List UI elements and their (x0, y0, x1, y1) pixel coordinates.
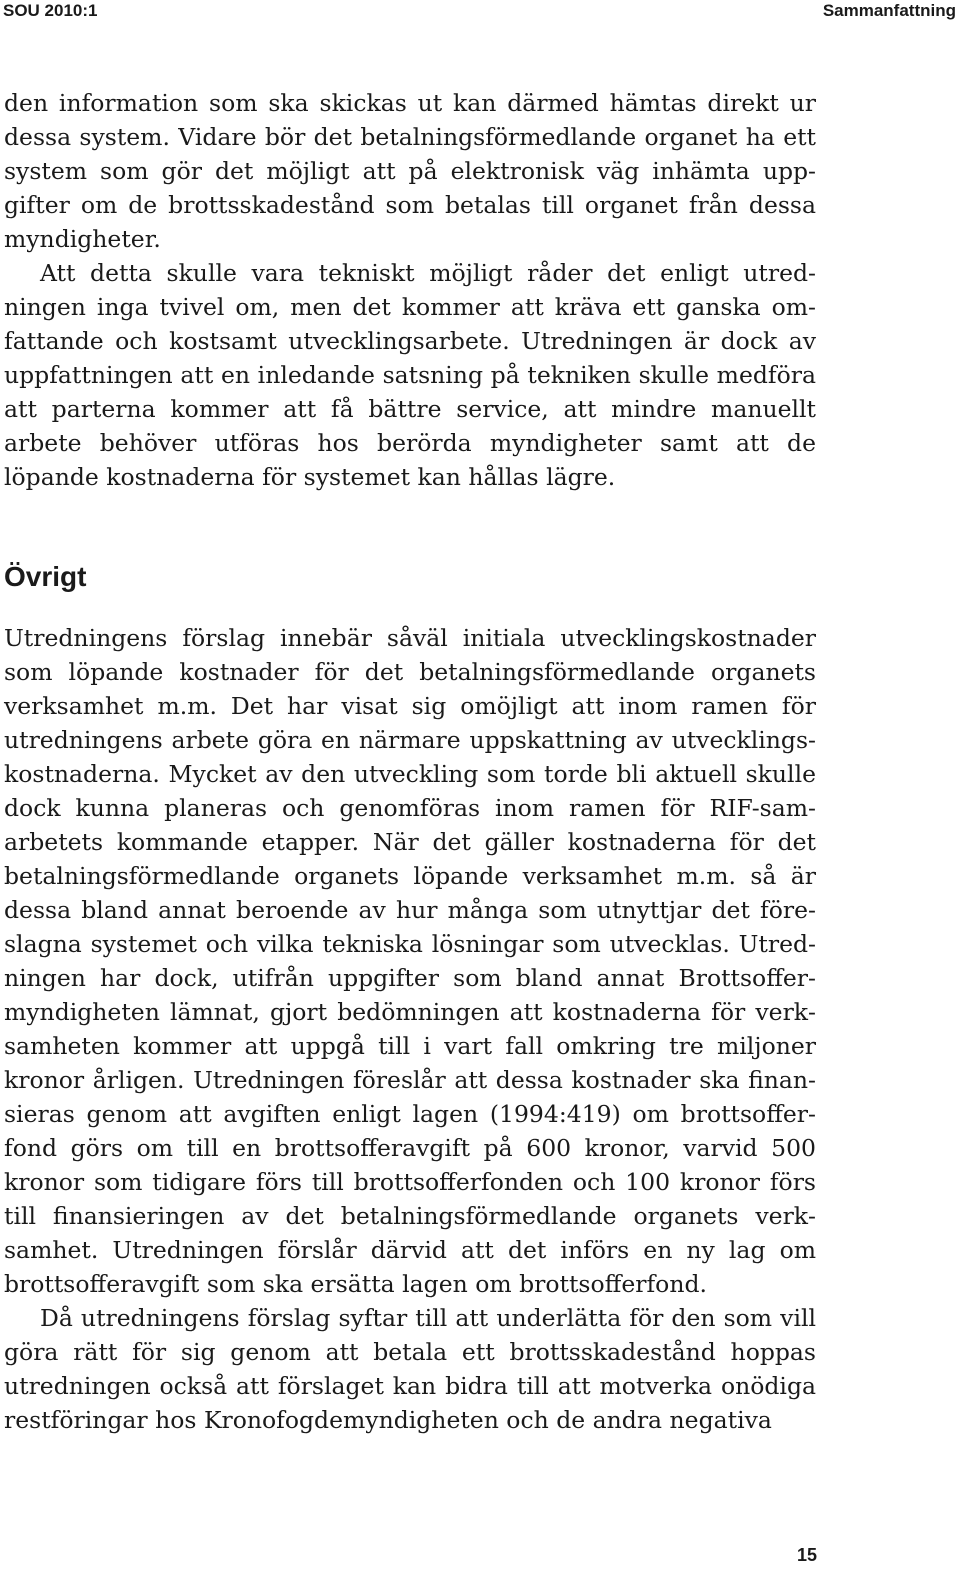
section-heading: Övrigt (4, 561, 87, 592)
page-number: 15 (796, 1545, 817, 1565)
intro-text-block (4, 86, 816, 494)
paragraph: Då utredningens förslag syftar till att underlätta för den som vill göra rätt för sig genom att betala ett brottsskadestånd hoppas utredningen också att förslaget kan bidra till att motverka onödiga restföringar hos Kronofogdemyndigheten och de andra negativa (4, 1304, 816, 1434)
paragraph: Att detta skulle vara tekniskt möjligt råder det enligt utredningen inga tvivel om, men det kommer att kräva ett ganska omfattande och kostsamt utvecklingsarbete. Utredningen är dock av uppfattningen att en inledande satsning på tekniken skulle medföra att parterna kommer att få bättre service, att mindre manuellt arbete behöver utföras hos berörda myndigheter samt att de löpande kostnaderna för systemet kan hållas lägre. (4, 259, 816, 491)
paragraph: den information som ska skickas ut kan därmed hämtas direkt ur dessa system. Vidare bör det betalningsförmedlande organet ha ett system som gör det möjligt att på elektronisk väg inhämta uppgifter om de brottsskadestånd som betalas till organet från dessa myndigheter. (4, 89, 816, 253)
paragraph: Utredningens förslag innebär såväl initiala utvecklingskostnader som löpande kostnader för det betalningsförmedlande organets verksamhet m.m. Det har visat sig omöjligt att inom ramen för utredningens arbete göra en närmare uppskattning av utvecklingskostnaderna. Mycket av den utveckling som torde bli aktuell skulle dock kunna planeras och genomföras inom ramen för RIF-samarbetets kommande etapper. När det gäller kostnaderna för det betalningsförmedlande organets löpande verksamhet m.m. så är dessa bland annat beroende av hur många som utnyttjar det föreslagna systemet och vilka tekniska lösningar som utvecklas. Utredningen har dock, utifrån uppgifter som bland annat Brottsoffermyndigheten lämnat, gjort bedömningen att kostnaderna för verksamheten kommer att uppgå till i vart fall omkring tre miljoner kronor årligen. Utredningen föreslår att dessa kostnader ska finansieras genom att avgiften enligt lagen (1994:419) om brottsofferfond görs om till en brottsofferavgift på 600 kronor, varvid 500 kronor som tidigare förs till brottsofferfonden och 100 kronor förs till finansieringen av det betalningsförmedlande organets verksamhet. Utredningen förslår därvid att det införs en ny lag om brottsofferavgift som ska ersätta lagen om brottsofferfond. (4, 624, 816, 1298)
section-text-block (4, 621, 816, 1437)
running-header (0, 0, 960, 24)
report-id: SOU 2010:1 (3, 1, 98, 20)
chapter-title: Sammanfattning (822, 1, 956, 20)
